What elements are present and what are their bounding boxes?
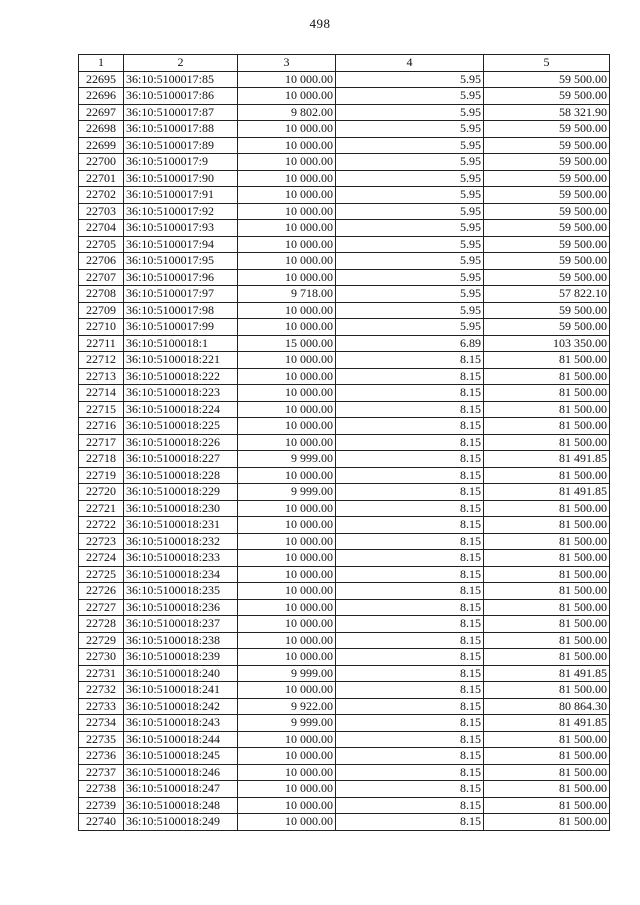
area-cell: 10 000.00: [238, 418, 336, 435]
cadastral-number-cell: 36:10:5100018:227: [124, 451, 238, 468]
table-row: [79, 698, 610, 715]
value-cell: 59 500.00: [484, 220, 610, 237]
rate-cell: 8.15: [336, 698, 484, 715]
rate-cell: 5.95: [336, 170, 484, 187]
value-cell: 81 500.00: [484, 500, 610, 517]
cadastral-number-cell: 36:10:5100018:243: [124, 715, 238, 732]
table-body: [79, 71, 610, 830]
table-header: [79, 55, 610, 72]
cadastral-number-cell: 36:10:5100018:247: [124, 781, 238, 798]
row-number-cell: 22714: [79, 385, 124, 402]
rate-cell: 8.15: [336, 764, 484, 781]
rate-cell: 8.15: [336, 385, 484, 402]
value-cell: 59 500.00: [484, 121, 610, 138]
cadastral-number-cell: 36:10:5100018:248: [124, 797, 238, 814]
table-row: [79, 616, 610, 633]
table-row: [79, 220, 610, 237]
table-row: [79, 269, 610, 286]
cadastral-number-cell: 36:10:5100017:93: [124, 220, 238, 237]
rate-cell: 8.15: [336, 418, 484, 435]
table-row: [79, 418, 610, 435]
rate-cell: 8.15: [336, 814, 484, 831]
value-cell: 81 500.00: [484, 781, 610, 798]
row-number-cell: 22719: [79, 467, 124, 484]
rate-cell: 8.15: [336, 632, 484, 649]
value-cell: 81 491.85: [484, 665, 610, 682]
rate-cell: 5.95: [336, 319, 484, 336]
value-cell: 59 500.00: [484, 71, 610, 88]
rate-cell: 5.95: [336, 121, 484, 138]
value-cell: 81 500.00: [484, 682, 610, 699]
table-row: [79, 797, 610, 814]
rate-cell: 5.95: [336, 203, 484, 220]
area-cell: 10 000.00: [238, 434, 336, 451]
area-cell: 10 000.00: [238, 203, 336, 220]
row-number-cell: 22708: [79, 286, 124, 303]
value-cell: 59 500.00: [484, 253, 610, 270]
table-row: [79, 385, 610, 402]
cadastral-number-cell: 36:10:5100018:239: [124, 649, 238, 666]
rate-cell: 8.15: [336, 665, 484, 682]
value-cell: 81 500.00: [484, 385, 610, 402]
value-cell: 59 500.00: [484, 319, 610, 336]
row-number-cell: 22737: [79, 764, 124, 781]
value-cell: 59 500.00: [484, 236, 610, 253]
area-cell: 10 000.00: [238, 814, 336, 831]
rate-cell: 8.15: [336, 434, 484, 451]
area-cell: 10 000.00: [238, 220, 336, 237]
row-number-cell: 22704: [79, 220, 124, 237]
row-number-cell: 22732: [79, 682, 124, 699]
area-cell: 10 000.00: [238, 368, 336, 385]
rate-cell: 8.15: [336, 517, 484, 534]
cadastral-number-cell: 36:10:5100017:98: [124, 302, 238, 319]
cadastral-number-cell: 36:10:5100017:90: [124, 170, 238, 187]
area-cell: 10 000.00: [238, 649, 336, 666]
value-cell: 81 500.00: [484, 764, 610, 781]
table-row: [79, 319, 610, 336]
rate-cell: 5.95: [336, 88, 484, 105]
table-row: [79, 566, 610, 583]
area-cell: 15 000.00: [238, 335, 336, 352]
row-number-cell: 22730: [79, 649, 124, 666]
row-number-cell: 22726: [79, 583, 124, 600]
cadastral-number-cell: 36:10:5100017:9: [124, 154, 238, 171]
table-row: [79, 236, 610, 253]
row-number-cell: 22725: [79, 566, 124, 583]
value-cell: 59 500.00: [484, 187, 610, 204]
rate-cell: 5.95: [336, 236, 484, 253]
area-cell: 10 000.00: [238, 797, 336, 814]
area-cell: 9 999.00: [238, 484, 336, 501]
value-cell: 81 500.00: [484, 599, 610, 616]
cadastral-number-cell: 36:10:5100017:92: [124, 203, 238, 220]
table-row: [79, 682, 610, 699]
area-cell: 10 000.00: [238, 599, 336, 616]
cadastral-number-cell: 36:10:5100018:246: [124, 764, 238, 781]
value-cell: 81 500.00: [484, 583, 610, 600]
area-cell: 9 922.00: [238, 698, 336, 715]
row-number-cell: 22717: [79, 434, 124, 451]
header-row: [79, 55, 610, 72]
area-cell: 10 000.00: [238, 137, 336, 154]
row-number-cell: 22736: [79, 748, 124, 765]
rate-cell: 5.95: [336, 137, 484, 154]
rate-cell: 8.15: [336, 467, 484, 484]
value-cell: 81 500.00: [484, 352, 610, 369]
row-number-cell: 22731: [79, 665, 124, 682]
rate-cell: 8.15: [336, 451, 484, 468]
row-number-cell: 22713: [79, 368, 124, 385]
area-cell: 9 718.00: [238, 286, 336, 303]
table-row: [79, 71, 610, 88]
rate-cell: 8.15: [336, 649, 484, 666]
cadastral-number-cell: 36:10:5100018:230: [124, 500, 238, 517]
table-row: [79, 401, 610, 418]
value-cell: 81 500.00: [484, 731, 610, 748]
value-cell: 59 500.00: [484, 154, 610, 171]
area-cell: 10 000.00: [238, 731, 336, 748]
rate-cell: 5.95: [336, 154, 484, 171]
area-cell: 10 000.00: [238, 236, 336, 253]
value-cell: 103 350.00: [484, 335, 610, 352]
area-cell: 10 000.00: [238, 682, 336, 699]
row-number-cell: 22710: [79, 319, 124, 336]
rate-cell: 5.95: [336, 71, 484, 88]
cadastral-number-cell: 36:10:5100017:88: [124, 121, 238, 138]
rate-cell: 5.95: [336, 253, 484, 270]
value-cell: 81 500.00: [484, 797, 610, 814]
area-cell: 10 000.00: [238, 632, 336, 649]
table-row: [79, 484, 610, 501]
rate-cell: 8.15: [336, 682, 484, 699]
value-cell: 81 500.00: [484, 550, 610, 567]
cadastral-number-cell: 36:10:5100018:224: [124, 401, 238, 418]
row-number-cell: 22738: [79, 781, 124, 798]
cadastral-number-cell: 36:10:5100018:222: [124, 368, 238, 385]
table-row: [79, 731, 610, 748]
area-cell: 10 000.00: [238, 302, 336, 319]
value-cell: 81 500.00: [484, 814, 610, 831]
rate-cell: 8.15: [336, 715, 484, 732]
rate-cell: 5.95: [336, 269, 484, 286]
column-header-5: 5: [484, 55, 610, 72]
area-cell: 10 000.00: [238, 253, 336, 270]
value-cell: 81 491.85: [484, 451, 610, 468]
cadastral-number-cell: 36:10:5100018:238: [124, 632, 238, 649]
row-number-cell: 22721: [79, 500, 124, 517]
table-row: [79, 781, 610, 798]
row-number-cell: 22712: [79, 352, 124, 369]
table-row: [79, 88, 610, 105]
area-cell: 10 000.00: [238, 154, 336, 171]
value-cell: 81 500.00: [484, 649, 610, 666]
rate-cell: 8.15: [336, 797, 484, 814]
column-header-1: 1: [79, 55, 124, 72]
row-number-cell: 22722: [79, 517, 124, 534]
rate-cell: 8.15: [336, 500, 484, 517]
table-row: [79, 286, 610, 303]
table-row: [79, 104, 610, 121]
table-row: [79, 368, 610, 385]
table-row: [79, 665, 610, 682]
table-row: [79, 434, 610, 451]
cadastral-number-cell: 36:10:5100017:87: [124, 104, 238, 121]
cadastral-number-cell: 36:10:5100018:228: [124, 467, 238, 484]
value-cell: 81 500.00: [484, 566, 610, 583]
table-row: [79, 467, 610, 484]
row-number-cell: 22699: [79, 137, 124, 154]
area-cell: 10 000.00: [238, 121, 336, 138]
rate-cell: 8.15: [336, 533, 484, 550]
row-number-cell: 22702: [79, 187, 124, 204]
column-header-4: 4: [336, 55, 484, 72]
cadastral-number-cell: 36:10:5100018:226: [124, 434, 238, 451]
value-cell: 81 500.00: [484, 748, 610, 765]
value-cell: 81 500.00: [484, 434, 610, 451]
rate-cell: 8.15: [336, 731, 484, 748]
row-number-cell: 22727: [79, 599, 124, 616]
cadastral-number-cell: 36:10:5100018:235: [124, 583, 238, 600]
cadastral-number-cell: 36:10:5100017:95: [124, 253, 238, 270]
data-table: [78, 54, 610, 831]
area-cell: 10 000.00: [238, 467, 336, 484]
row-number-cell: 22698: [79, 121, 124, 138]
cadastral-number-cell: 36:10:5100018:245: [124, 748, 238, 765]
rate-cell: 5.95: [336, 286, 484, 303]
row-number-cell: 22723: [79, 533, 124, 550]
value-cell: 59 500.00: [484, 302, 610, 319]
area-cell: 10 000.00: [238, 533, 336, 550]
row-number-cell: 22740: [79, 814, 124, 831]
cadastral-number-cell: 36:10:5100018:240: [124, 665, 238, 682]
value-cell: 81 500.00: [484, 616, 610, 633]
table-row: [79, 599, 610, 616]
row-number-cell: 22720: [79, 484, 124, 501]
table-row: [79, 335, 610, 352]
rate-cell: 8.15: [336, 583, 484, 600]
row-number-cell: 22696: [79, 88, 124, 105]
cadastral-number-cell: 36:10:5100018:1: [124, 335, 238, 352]
area-cell: 10 000.00: [238, 269, 336, 286]
row-number-cell: 22697: [79, 104, 124, 121]
value-cell: 80 864.30: [484, 698, 610, 715]
column-header-3: 3: [238, 55, 336, 72]
value-cell: 59 500.00: [484, 88, 610, 105]
cadastral-number-cell: 36:10:5100018:236: [124, 599, 238, 616]
cadastral-number-cell: 36:10:5100018:225: [124, 418, 238, 435]
row-number-cell: 22695: [79, 71, 124, 88]
rate-cell: 8.15: [336, 599, 484, 616]
row-number-cell: 22707: [79, 269, 124, 286]
area-cell: 10 000.00: [238, 352, 336, 369]
area-cell: 10 000.00: [238, 500, 336, 517]
value-cell: 59 500.00: [484, 269, 610, 286]
value-cell: 59 500.00: [484, 203, 610, 220]
table-row: [79, 121, 610, 138]
row-number-cell: 22705: [79, 236, 124, 253]
area-cell: 10 000.00: [238, 170, 336, 187]
table-row: [79, 302, 610, 319]
row-number-cell: 22739: [79, 797, 124, 814]
table-row: [79, 715, 610, 732]
value-cell: 81 500.00: [484, 401, 610, 418]
row-number-cell: 22700: [79, 154, 124, 171]
row-number-cell: 22716: [79, 418, 124, 435]
cadastral-number-cell: 36:10:5100018:244: [124, 731, 238, 748]
rate-cell: 8.15: [336, 401, 484, 418]
cadastral-number-cell: 36:10:5100018:234: [124, 566, 238, 583]
value-cell: 81 491.85: [484, 715, 610, 732]
table-row: [79, 500, 610, 517]
cadastral-number-cell: 36:10:5100018:233: [124, 550, 238, 567]
area-cell: 10 000.00: [238, 385, 336, 402]
rate-cell: 5.95: [336, 302, 484, 319]
cadastral-number-cell: 36:10:5100018:231: [124, 517, 238, 534]
row-number-cell: 22701: [79, 170, 124, 187]
rate-cell: 8.15: [336, 781, 484, 798]
value-cell: 81 491.85: [484, 484, 610, 501]
table-row: [79, 649, 610, 666]
rate-cell: 5.95: [336, 187, 484, 204]
value-cell: 81 500.00: [484, 368, 610, 385]
cadastral-number-cell: 36:10:5100018:229: [124, 484, 238, 501]
rate-cell: 6.89: [336, 335, 484, 352]
rate-cell: 8.15: [336, 566, 484, 583]
cadastral-number-cell: 36:10:5100018:232: [124, 533, 238, 550]
area-cell: 10 000.00: [238, 88, 336, 105]
table-row: [79, 154, 610, 171]
area-cell: 10 000.00: [238, 71, 336, 88]
row-number-cell: 22711: [79, 335, 124, 352]
cadastral-number-cell: 36:10:5100018:249: [124, 814, 238, 831]
rate-cell: 5.95: [336, 220, 484, 237]
cadastral-number-cell: 36:10:5100018:242: [124, 698, 238, 715]
area-cell: 10 000.00: [238, 583, 336, 600]
rate-cell: 8.15: [336, 368, 484, 385]
value-cell: 59 500.00: [484, 170, 610, 187]
value-cell: 81 500.00: [484, 467, 610, 484]
area-cell: 10 000.00: [238, 187, 336, 204]
table-row: [79, 517, 610, 534]
area-cell: 9 999.00: [238, 451, 336, 468]
area-cell: 10 000.00: [238, 550, 336, 567]
value-cell: 57 822.10: [484, 286, 610, 303]
rate-cell: 8.15: [336, 484, 484, 501]
value-cell: 81 500.00: [484, 517, 610, 534]
row-number-cell: 22709: [79, 302, 124, 319]
area-cell: 10 000.00: [238, 616, 336, 633]
table-row: [79, 632, 610, 649]
rate-cell: 8.15: [336, 616, 484, 633]
cadastral-number-cell: 36:10:5100018:223: [124, 385, 238, 402]
row-number-cell: 22706: [79, 253, 124, 270]
table-row: [79, 764, 610, 781]
rate-cell: 5.95: [336, 104, 484, 121]
table-row: [79, 137, 610, 154]
row-number-cell: 22734: [79, 715, 124, 732]
row-number-cell: 22715: [79, 401, 124, 418]
cadastral-number-cell: 36:10:5100017:85: [124, 71, 238, 88]
area-cell: 10 000.00: [238, 517, 336, 534]
value-cell: 81 500.00: [484, 632, 610, 649]
cadastral-number-cell: 36:10:5100017:94: [124, 236, 238, 253]
value-cell: 81 500.00: [484, 418, 610, 435]
cadastral-number-cell: 36:10:5100017:99: [124, 319, 238, 336]
row-number-cell: 22729: [79, 632, 124, 649]
table-row: [79, 170, 610, 187]
area-cell: 9 802.00: [238, 104, 336, 121]
value-cell: 58 321.90: [484, 104, 610, 121]
table-row: [79, 203, 610, 220]
table-row: [79, 187, 610, 204]
cadastral-number-cell: 36:10:5100017:89: [124, 137, 238, 154]
area-cell: 10 000.00: [238, 748, 336, 765]
area-cell: 10 000.00: [238, 319, 336, 336]
value-cell: 59 500.00: [484, 137, 610, 154]
rate-cell: 8.15: [336, 352, 484, 369]
table-row: [79, 253, 610, 270]
area-cell: 10 000.00: [238, 401, 336, 418]
area-cell: 10 000.00: [238, 781, 336, 798]
table-row: [79, 814, 610, 831]
row-number-cell: 22703: [79, 203, 124, 220]
table-row: [79, 748, 610, 765]
row-number-cell: 22735: [79, 731, 124, 748]
area-cell: 10 000.00: [238, 566, 336, 583]
area-cell: 10 000.00: [238, 764, 336, 781]
table-row: [79, 352, 610, 369]
cadastral-number-cell: 36:10:5100018:241: [124, 682, 238, 699]
row-number-cell: 22728: [79, 616, 124, 633]
rate-cell: 8.15: [336, 748, 484, 765]
cadastral-number-cell: 36:10:5100017:86: [124, 88, 238, 105]
area-cell: 9 999.00: [238, 715, 336, 732]
row-number-cell: 22733: [79, 698, 124, 715]
column-header-2: 2: [124, 55, 238, 72]
page-number: 498: [309, 16, 331, 31]
cadastral-number-cell: 36:10:5100017:96: [124, 269, 238, 286]
cadastral-number-cell: 36:10:5100017:97: [124, 286, 238, 303]
table-row: [79, 583, 610, 600]
table-row: [79, 451, 610, 468]
rate-cell: 8.15: [336, 550, 484, 567]
cadastral-number-cell: 36:10:5100018:237: [124, 616, 238, 633]
row-number-cell: 22724: [79, 550, 124, 567]
cadastral-number-cell: 36:10:5100017:91: [124, 187, 238, 204]
area-cell: 9 999.00: [238, 665, 336, 682]
table-row: [79, 533, 610, 550]
table-row: [79, 550, 610, 567]
row-number-cell: 22718: [79, 451, 124, 468]
value-cell: 81 500.00: [484, 533, 610, 550]
cadastral-number-cell: 36:10:5100018:221: [124, 352, 238, 369]
